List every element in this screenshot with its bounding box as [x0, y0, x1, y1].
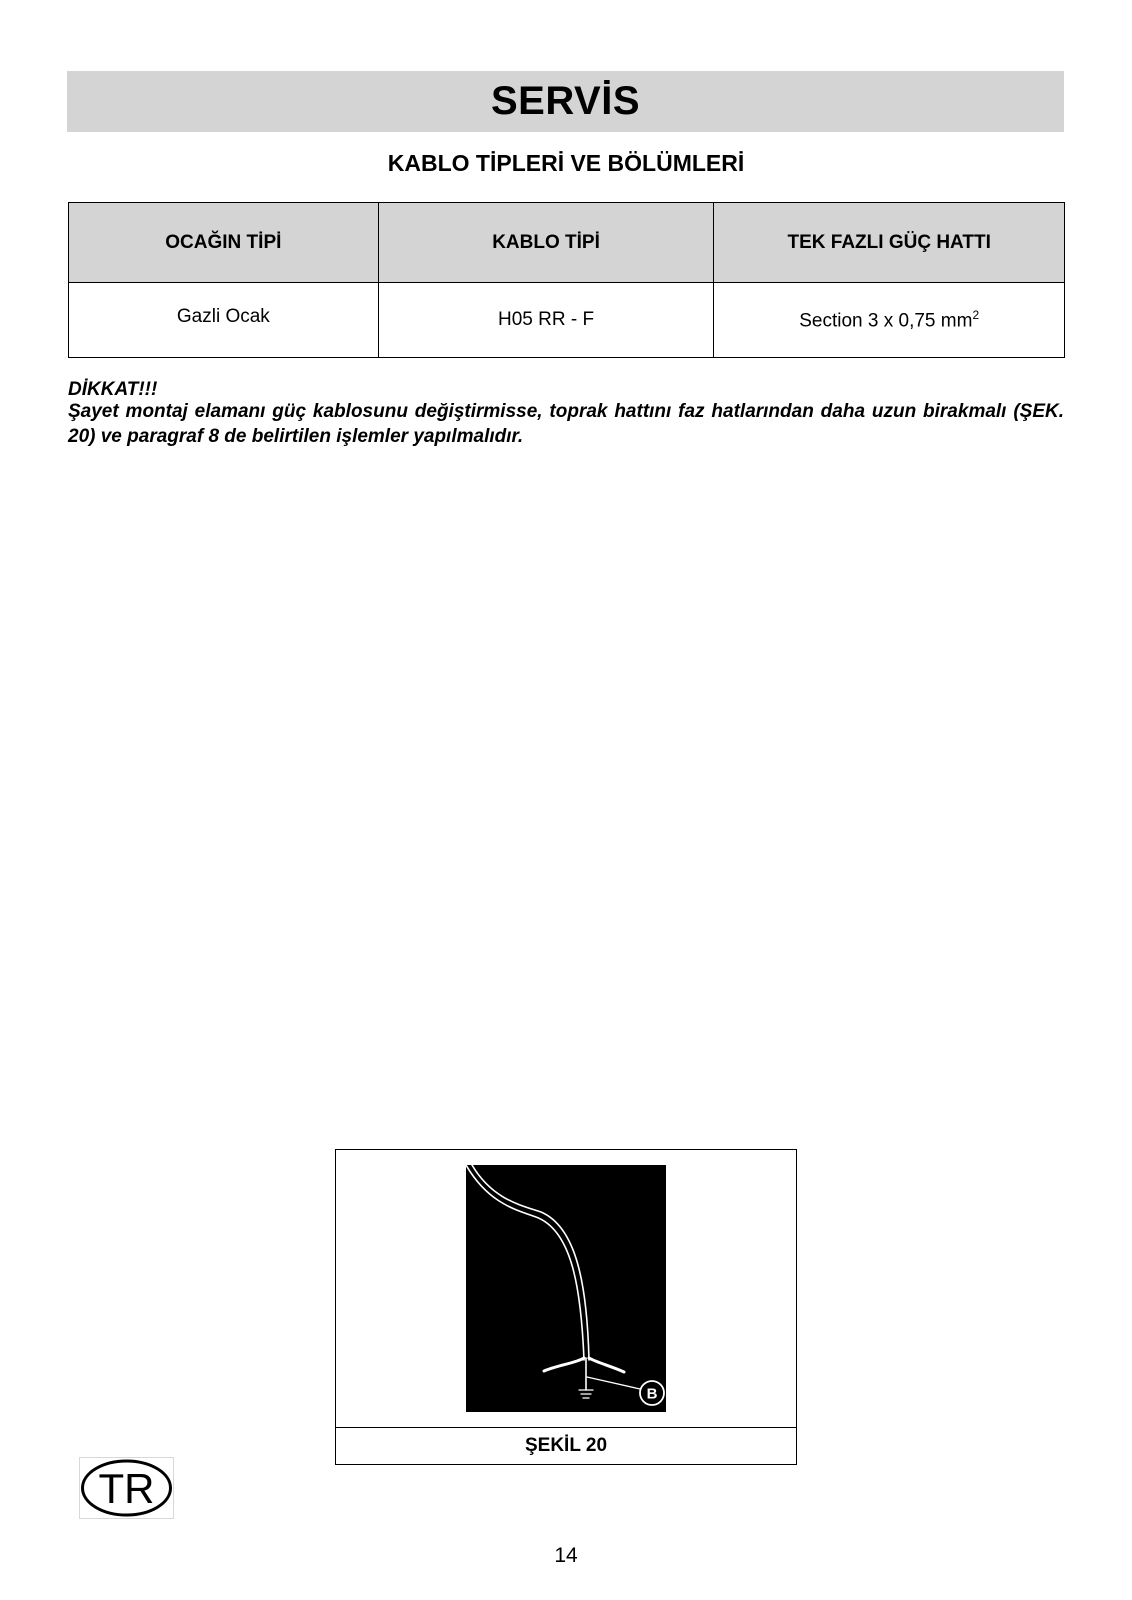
country-code: TR: [98, 1465, 155, 1512]
tr-oval-icon: [79, 1457, 174, 1519]
callout-label: B: [646, 1385, 658, 1403]
table-header-row: [69, 203, 1065, 283]
header-power-line: TEK FAZLI GÜÇ HATTI: [714, 203, 1065, 283]
section-title: KABLO TİPLERİ VE BÖLÜMLERİ: [387, 150, 745, 176]
cable-table: [68, 202, 1065, 358]
warning-text: Şayet montaj elamanı güç kablosunu değiştirmisse, toprak hattını faz hatlarından daha uzun birakmalı (ŞEK. 20) ve paragraf 8 de belirtilen işlemler yapılmalıdır.: [68, 401, 1064, 447]
wire-left: [544, 1358, 584, 1371]
cable-illustration: [466, 1165, 666, 1412]
figure-caption: ŞEKİL 20: [336, 1427, 796, 1464]
cable-outer-left: [466, 1165, 584, 1360]
header-cable-type: KABLO TİPİ: [378, 203, 714, 283]
country-badge: [79, 1457, 174, 1519]
figure-box: [335, 1149, 797, 1465]
power-line-value: Section 3 x 0,75 mm: [799, 310, 973, 332]
cell-power-line: [714, 283, 1065, 358]
callout-leader-line: [587, 1377, 640, 1389]
cell-hob-type: [69, 283, 379, 358]
power-line-exponent: 2: [972, 307, 980, 322]
cable-drawing: [466, 1165, 666, 1412]
header-hob-type: OCAĞIN TİPİ: [69, 203, 379, 283]
warning-block: [68, 380, 1064, 449]
hob-type-value: Gazli Ocak: [176, 306, 270, 327]
cell-cable-type: H05 RR - F: [378, 283, 714, 358]
header-banner: [67, 71, 1064, 132]
page-number: 14: [554, 1544, 578, 1567]
wire-right: [589, 1358, 624, 1372]
page-title: SERVİS: [491, 79, 640, 123]
warning-title: DİKKAT!!!: [68, 379, 158, 400]
table-row: [69, 283, 1065, 358]
